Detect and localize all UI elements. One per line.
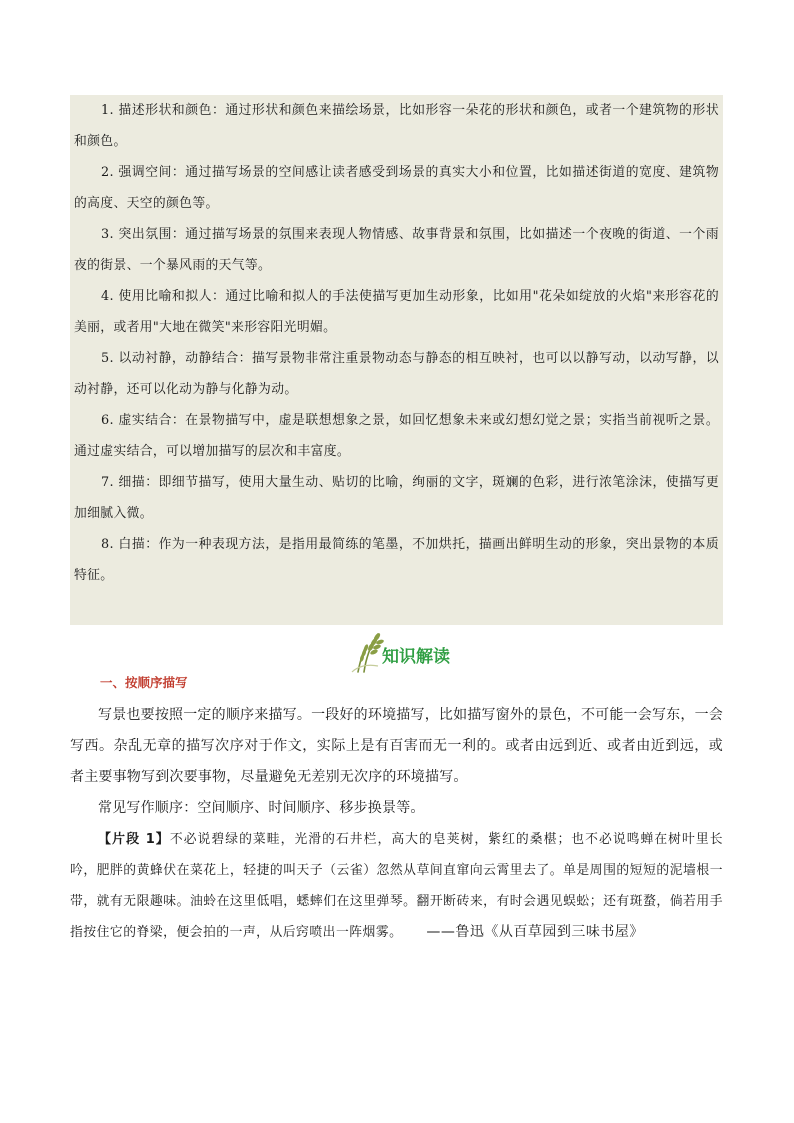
method-item-4: 4. 使用比喻和拟人：通过比喻和拟人的手法使描写更加生动形象，比如用"花朵如绽放的火焰"来形容花的美丽，或者用"大地在微笑"来形容阳光明媚。 (74, 289, 719, 335)
section-title: 一、按顺序描写 (100, 675, 188, 690)
body-text (70, 700, 723, 948)
excerpt-tag: 【片段 1】 (98, 832, 170, 847)
excerpt-source: ——鲁迅《从百草园到三味书屋》 (426, 924, 644, 940)
excerpt (70, 824, 723, 948)
method-item-6: 6. 虚实结合：在景物描写中，虚是联想想象之景，如回忆想象未来或幻想幻觉之景；实指当前视听之景。通过虚实结合，可以增加描写的层次和丰富度。 (74, 413, 719, 459)
method-item-2: 2. 强调空间：通过描写场景的空间感让读者感受到场景的真实大小和位置，比如描述街道的宽度、建筑物的高度、天空的颜色等。 (74, 165, 719, 211)
methods-box (70, 95, 723, 625)
method-item-3: 3. 突出氛围：通过描写场景的氛围来表现人物情感、故事背景和氛围，比如描述一个夜晚的街道、一个雨夜的街景、一个暴风雨的天气等。 (74, 227, 719, 273)
paragraph-1: 写景也要按照一定的顺序来描写。一段好的环境描写，比如描写窗外的景色，不可能一会写东，一会写西。杂乱无章的描写次序对于作文，实际上是有百害而无一利的。或者由远到近、或者由近到远，或者主要事物写到次要事物，尽量避免无差别无次序的环境描写。 (70, 707, 723, 785)
heading-title: 知识解读 (382, 647, 450, 667)
method-item-7: 7. 细描：即细节描写，使用大量生动、贴切的比喻，绚丽的文字，斑斓的色彩，进行浓笔涂沫，使描写更加细腻入微。 (74, 475, 719, 521)
method-item-8: 8. 白描：作为一种表现方法，是指用最简练的笔墨，不加烘托，描画出鲜明生动的形象，突出景物的本质特征。 (74, 537, 719, 583)
method-item-5: 5. 以动衬静，动静结合：描写景物非常注重景物动态与静态的相互映衬，也可以以静写动，以动写静，以动衬静，还可以化动为静与化静为动。 (74, 351, 719, 397)
knowledge-heading (0, 628, 794, 674)
paragraph-2: 常见写作顺序：空间顺序、时间顺序、移步换景等。 (98, 800, 425, 816)
excerpt-text: 不必说碧绿的菜畦，光滑的石井栏，高大的皂荚树，紫红的桑椹；也不必说鸣蝉在树叶里长吟，肥胖的黄蜂伏在菜花上，轻捷的叫天子（云雀）忽然从草间直窜向云霄里去了。单是周围的短短的泥墙根一带，就有无限趣味。油蛉在这里低唱，蟋蟀们在这里弹琴。翻开断砖来，有时会遇见蜈蚣；还有斑蝥，倘若用手指按住它的脊梁，便会拍的一声，从后窍喷出一阵烟雾。 (70, 832, 724, 940)
method-item-1: 1. 描述形状和颜色：通过形状和颜色来描绘场景，比如形容一朵花的形状和颜色，或者一个建筑物的形状和颜色。 (74, 103, 719, 149)
